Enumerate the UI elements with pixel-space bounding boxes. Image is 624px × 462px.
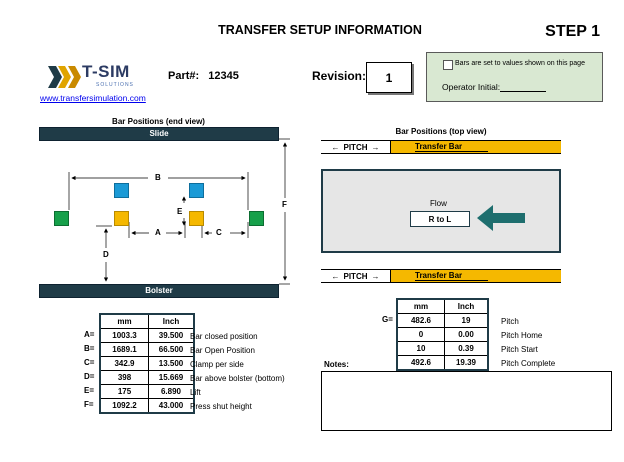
bar-outer-left	[54, 211, 69, 226]
table-cell[interactable]: 0	[397, 328, 445, 342]
table-cell[interactable]: 1092.2	[100, 399, 149, 414]
table-row	[397, 356, 488, 371]
table-row	[397, 328, 488, 342]
notes-label: Notes:	[324, 360, 349, 369]
table-cell[interactable]: 43.000	[149, 399, 195, 414]
table-cell[interactable]: 492.6	[397, 356, 445, 371]
table-cell[interactable]: 482.6	[397, 314, 445, 328]
finger-closed-right	[189, 211, 204, 226]
pitch-table	[396, 298, 489, 371]
bolster-bar: Bolster	[39, 284, 279, 298]
table-row	[397, 314, 488, 328]
table-cell[interactable]: 15.669	[149, 371, 195, 385]
table-row	[397, 342, 488, 356]
pitch-start-desc: Pitch Start	[501, 345, 538, 354]
pitch-home-desc: Pitch Home	[501, 331, 543, 340]
pitch-label-top: ← PITCH →	[321, 140, 391, 154]
left-table-header-inch: Inch	[149, 314, 195, 329]
notes-field[interactable]	[321, 371, 612, 431]
table-cell[interactable]: 39.500	[149, 329, 195, 343]
table-cell[interactable]: 19	[445, 314, 489, 328]
row-key-a: A=	[84, 330, 95, 339]
logo-tagline: SOLUTIONS	[96, 82, 134, 88]
pitch-row-top	[321, 140, 561, 154]
table-row	[100, 385, 194, 399]
slide-bar: Slide	[39, 127, 279, 141]
left-table-header-mm: mm	[100, 314, 149, 329]
row-desc-c: Clamp per side	[190, 360, 244, 369]
finger-closed-left	[114, 211, 129, 226]
dim-c-label: C	[216, 228, 222, 237]
transfer-bar-bottom	[391, 269, 561, 283]
pitch-label-bottom: ← PITCH →	[321, 269, 391, 283]
table-cell[interactable]: 1689.1	[100, 343, 149, 357]
row-key-f: F=	[84, 400, 94, 409]
row-desc-f: Press shut height	[190, 402, 252, 411]
table-cell[interactable]: 19.39	[445, 356, 489, 371]
transfer-bar-top-label: Transfer Bar	[415, 142, 488, 152]
part-label: Part#:	[168, 70, 200, 82]
website-link[interactable]: www.transfersimulation.com	[40, 93, 146, 103]
finger-open-right	[189, 183, 204, 198]
table-cell[interactable]: 0.00	[445, 328, 489, 342]
table-row	[100, 371, 194, 385]
bar-outer-right	[249, 211, 264, 226]
table-cell[interactable]: 6.890	[149, 385, 195, 399]
end-view-dimensions-table	[99, 313, 195, 414]
end-view-title: Bar Positions (end view)	[112, 117, 205, 126]
dim-f-label: F	[282, 200, 287, 209]
finger-open-left	[114, 183, 129, 198]
table-row	[100, 329, 194, 343]
flow-label: Flow	[430, 199, 447, 208]
table-cell[interactable]: 10	[397, 342, 445, 356]
dim-a-label: A	[155, 228, 161, 237]
row-desc-a: Bar closed position	[190, 332, 258, 341]
flow-arrow-left-icon	[477, 205, 525, 231]
page-title: TRANSFER SETUP INFORMATION	[218, 23, 422, 37]
dim-d-label: D	[103, 250, 109, 259]
table-cell[interactable]: 175	[100, 385, 149, 399]
row-desc-b: Bar Open Position	[190, 346, 255, 355]
right-table-header-mm: mm	[397, 299, 445, 314]
table-row	[100, 357, 194, 371]
bars-set-checkbox-label: Bars are set to values shown on this page	[455, 60, 585, 67]
row-key-c: C=	[84, 358, 95, 367]
operator-initial-label: Operator Initial:	[442, 82, 501, 92]
pitch-text-top: PITCH	[343, 142, 368, 152]
transfer-bar-top	[391, 140, 561, 154]
row-key-b: B=	[84, 344, 95, 353]
table-cell[interactable]: 342.9	[100, 357, 149, 371]
revision-value: 1	[366, 62, 412, 93]
table-cell[interactable]: 0.39	[445, 342, 489, 356]
pitch-desc: Pitch	[501, 317, 519, 326]
row-key-d: D=	[84, 372, 95, 381]
table-cell[interactable]: 398	[100, 371, 149, 385]
dim-e-label: E	[177, 207, 183, 216]
table-cell[interactable]: 1003.3	[100, 329, 149, 343]
table-row	[100, 343, 194, 357]
right-table-header-inch: Inch	[445, 299, 489, 314]
pitch-complete-desc: Pitch Complete	[501, 359, 556, 368]
dim-b-label: B	[155, 173, 161, 182]
revision-label: Revision:	[312, 69, 367, 83]
step-label: STEP 1	[545, 23, 600, 40]
logo-name: T-SIM	[82, 62, 130, 81]
table-row	[100, 399, 194, 414]
transfer-bar-bottom-label: Transfer Bar	[415, 271, 488, 281]
row-desc-e: Lift	[190, 388, 201, 397]
pitch-row-bottom	[321, 269, 561, 283]
top-view-title: Bar Positions (top view)	[395, 127, 487, 136]
table-cell[interactable]: 66.500	[149, 343, 195, 357]
part-value: 12345	[208, 70, 239, 82]
row-key-e: E=	[84, 386, 95, 395]
pitch-text-bottom: PITCH	[343, 271, 368, 281]
table-cell[interactable]: 13.500	[149, 357, 195, 371]
row-desc-d: Bar above bolster (bottom)	[190, 374, 285, 383]
flow-direction: R to L	[410, 211, 470, 227]
row-key-g: G=	[382, 315, 393, 324]
